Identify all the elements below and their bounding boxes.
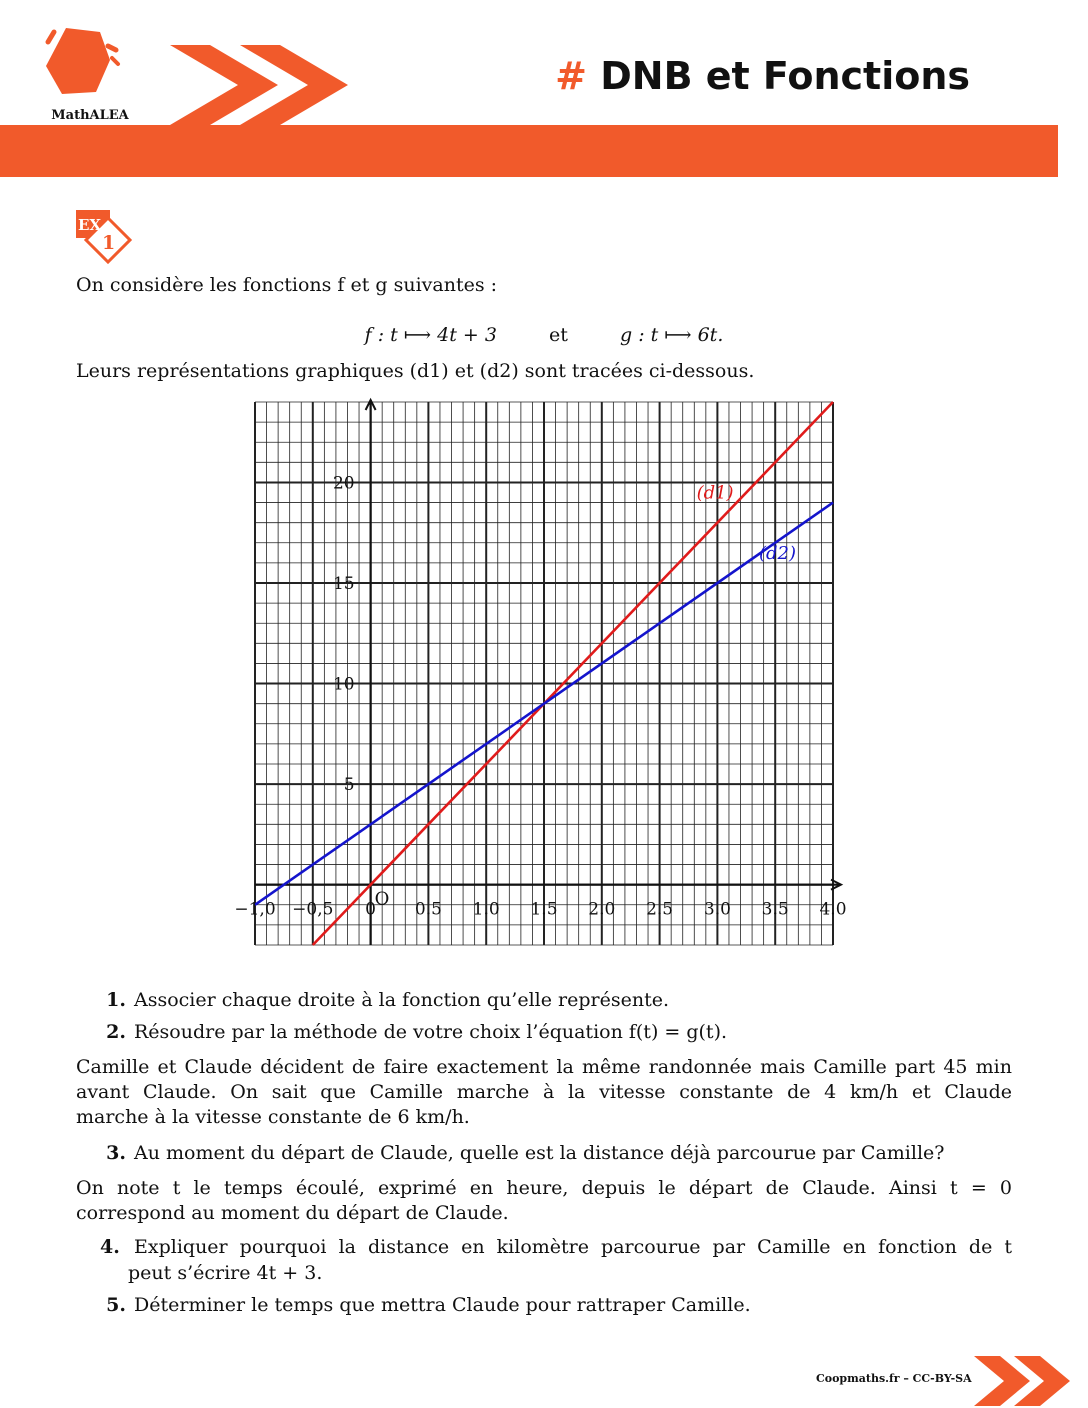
exercise-badge [74,208,136,268]
x-tick-label: −1,0 [234,899,276,920]
formula-line [0,322,1088,348]
question-3 [100,1140,944,1166]
question-3-number: 3. [106,1142,126,1164]
y-tick-label: 5 [343,775,355,796]
series-label-1: (d1) [696,482,734,504]
context-line-1: Camille et Claude décident de faire exactement la même randonnée mais Camille part 45 min [76,1056,1012,1078]
badge-ex-label: EX [78,216,102,234]
header-band [0,125,1058,177]
x-tick-label: 2.5 [646,899,674,920]
question-4-line-2: peut s’écrire 4t + 3. [128,1262,323,1284]
function-graph [234,395,850,955]
question-1 [100,987,669,1013]
x-tick-label: 2.0 [588,899,616,920]
y-tick-label: 10 [332,674,355,695]
x-tick-label: 0.5 [414,899,442,920]
question-2-text: Résoudre par la méthode de votre choix l’équation f(t) = g(t). [134,1021,728,1043]
question-5-number: 5. [106,1294,126,1316]
logo-text: MathALEA [51,108,129,123]
question-5-text: Déterminer le temps que mettra Claude pour rattraper Camille. [134,1294,751,1316]
x-tick-label: 3.5 [761,899,789,920]
question-4-text-1: Expliquer pourquoi la distance en kilomètre parcourue par Camille en fonction de t [134,1236,1012,1258]
badge-number: 1 [102,232,116,254]
notation-line-2: correspond au moment du départ de Claude. [76,1202,509,1224]
notation-line-1: On note t le temps écoulé, exprimé en heure, depuis le départ de Claude. Ainsi t = 0 [76,1177,1012,1199]
question-1-number: 1. [106,989,126,1011]
title-hash: # [555,54,587,98]
footer-credit: Coopmaths.fr – CC-BY-SA [816,1372,972,1385]
title-text: DNB et Fonctions [600,54,970,98]
formula-g: g : t ⟼ 6t. [620,324,724,346]
x-tick-label: 0 [365,899,377,920]
question-4-number: 4. [100,1236,120,1258]
y-tick-label: 20 [332,473,355,494]
context-line-3: marche à la vitesse constante de 6 km/h. [76,1106,470,1128]
origin-label: O [374,888,390,910]
footer-chevrons [970,1354,1088,1408]
question-4-line-1 [100,1234,1012,1260]
question-5 [100,1292,751,1318]
question-1-text: Associer chaque droite à la fonction qu’elle représente. [134,989,669,1011]
formula-f: f : t ⟼ 4t + 3 [364,324,497,346]
context-line-2: avant Claude. On sait que Camille marche à la vitesse constante de 4 km/h et Claude [76,1081,1012,1103]
y-tick-label: 15 [332,574,355,594]
graph-sentence: Leurs représentations graphiques (d1) et (d2) sont tracées ci-dessous. [76,360,755,382]
page-title [555,54,970,98]
question-2-number: 2. [106,1021,126,1043]
x-tick-label: 1.0 [472,899,500,920]
x-tick-label: 4.0 [819,899,847,920]
x-tick-label: 3.0 [703,899,731,920]
question-3-text: Au moment du départ de Claude, quelle est la distance déjà parcourue par Camille? [134,1142,945,1164]
mathalea-logo-icon [38,22,120,104]
series-label-2: (d2) [758,542,797,564]
x-tick-label: 1.5 [530,899,558,920]
x-tick-label: −0,5 [292,899,334,920]
series-line-1 [313,402,833,945]
formula-connector: et [549,324,568,346]
question-2 [100,1019,727,1045]
intro-sentence: On considère les fonctions f et g suivantes : [76,274,498,296]
